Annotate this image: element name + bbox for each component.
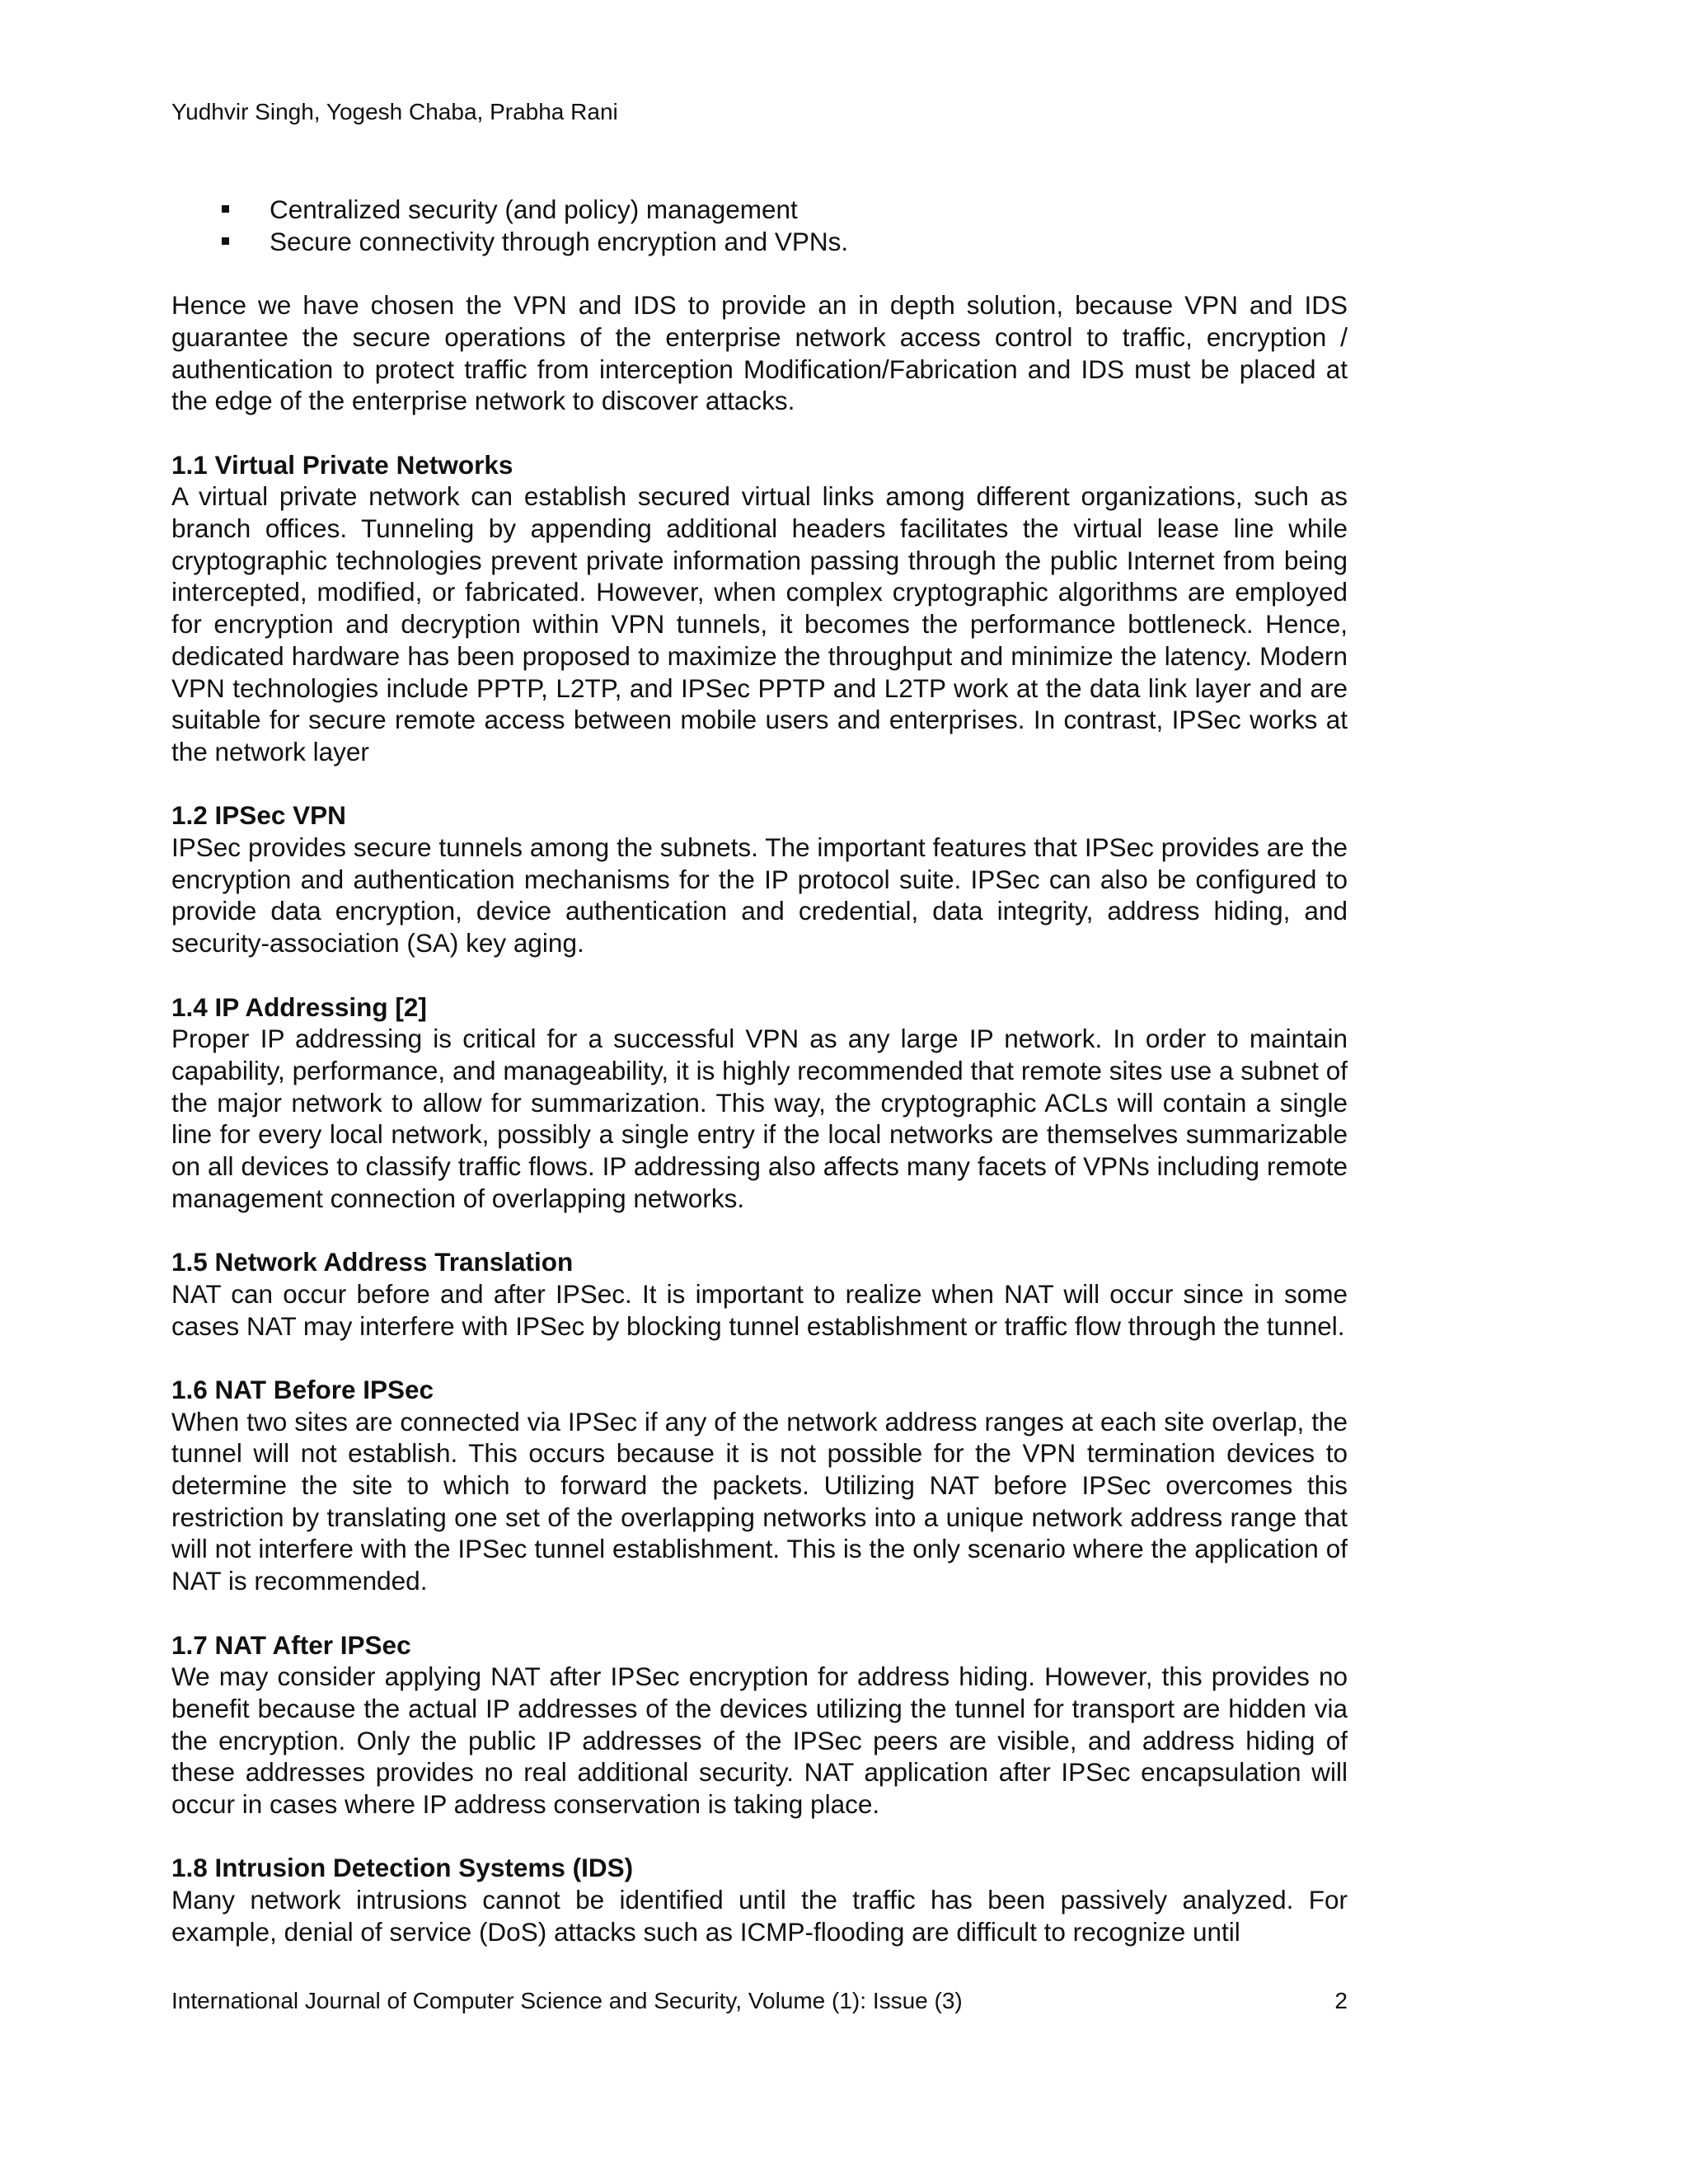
footer-journal-citation: International Journal of Computer Science and Security, Volume (1): Issue (3) bbox=[171, 1988, 963, 2013]
section-heading: 1.6 NAT Before IPSec bbox=[171, 1374, 434, 1404]
bullet-list bbox=[171, 194, 1348, 257]
section-heading: 1.4 IP Addressing [2] bbox=[171, 991, 427, 1022]
bullet-item bbox=[171, 226, 1348, 258]
page-number: 2 bbox=[1334, 1988, 1348, 2013]
section-nat-before-ipsec bbox=[171, 1374, 1348, 1597]
section-heading: 1.2 IPSec VPN bbox=[171, 800, 346, 831]
section-heading: 1.1 Virtual Private Networks bbox=[171, 449, 513, 480]
page-footer bbox=[171, 1986, 1348, 2016]
section-paragraph: IPSec provides secure tunnels among the subnets. The important features that IPSec provides are the encryption and authentication mechanisms for the IP protocol suite. IPSec can also be configured to provide data encryption, device authentication and credential, data integrity, address hiding, and security-association (SA) key aging. bbox=[171, 832, 1348, 958]
page-content bbox=[171, 194, 1348, 1948]
bullet-text: Secure connectivity through encryption and VPNs. bbox=[270, 226, 849, 256]
section-heading: 1.5 Network Address Translation bbox=[171, 1247, 574, 1277]
section-paragraph: Many network intrusions cannot be identified until the traffic has been passively analyzed. For example, denial of service (DoS) attacks such as ICMP-flooding are difficult to recognize until bbox=[171, 1885, 1348, 1947]
section-paragraph: Proper IP addressing is critical for a successful VPN as any large IP network. In order to maintain capability, performance, and manageability, it is highly recommended that remote sites use a subnet of the major network to allow for summarization. This way, the cryptographic ACLs will contain a single line for every local network, possibly a single entry if the local networks are themselves summarizable on all devices to classify traffic flows. IP addressing also affects many facets of VPNs including remote management connection of overlapping networks. bbox=[171, 1024, 1348, 1213]
section-network-address-translation bbox=[171, 1246, 1348, 1342]
section-paragraph: A virtual private network can establish secured virtual links among different organizations, such as branch offices. Tunneling by appending additional headers facilitates the virtual lease line while cryptographic technologies prevent private information passing through the public Internet from being intercepted, modified, or fabricated. However, when complex cryptographic algorithms are employed for encryption and decryption within VPN tunnels, it becomes the performance bottleneck. Hence, dedicated hardware has been proposed to maximize the throughput and minimize the latency. Modern VPN technologies include PPTP, L2TP, and IPSec PPTP and L2TP work at the data link layer and are suitable for secure remote access between mobile users and enterprises. In contrast, IPSec works at the network layer bbox=[171, 481, 1348, 766]
square-bullet-icon bbox=[222, 237, 229, 245]
section-nat-after-ipsec bbox=[171, 1629, 1348, 1821]
section-ipsec-vpn bbox=[171, 799, 1348, 959]
section-ip-addressing bbox=[171, 991, 1348, 1215]
section-heading: 1.8 Intrusion Detection Systems (IDS) bbox=[171, 1853, 634, 1883]
section-paragraph: We may consider applying NAT after IPSec encryption for address hiding. However, this provides no benefit because the actual IP addresses of the devices utilizing the tunnel for transport are hidden via the encryption. Only the public IP addresses of the IPSec peers are visible, and address hiding of these addresses provides no real additional security. NAT application after IPSec encapsulation will occur in cases where IP address conservation is taking place. bbox=[171, 1661, 1348, 1820]
section-heading: 1.7 NAT After IPSec bbox=[171, 1629, 411, 1660]
running-head-authors: Yudhvir Singh, Yogesh Chaba, Prabha Rani bbox=[171, 99, 618, 124]
bullet-text: Centralized security (and policy) management bbox=[270, 194, 798, 224]
section-virtual-private-networks bbox=[171, 449, 1348, 768]
intro-paragraph: Hence we have chosen the VPN and IDS to provide an in depth solution, because VPN and IDS guarantee the secure operations of the enterprise network access control to traffic, encryption / authentication to protect traffic from interception Modification/Fabrication and IDS must be placed at the edge of the enterprise network to discover attacks. bbox=[171, 290, 1348, 416]
bullet-item bbox=[171, 194, 1348, 226]
intro-block bbox=[171, 289, 1348, 417]
section-intrusion-detection-systems bbox=[171, 1852, 1348, 1947]
section-paragraph: When two sites are connected via IPSec if any of the network address ranges at each site overlap, the tunnel will not establish. This occurs because it is not possible for the VPN termination devices to determine the site to which to forward the packets. Utilizing NAT before IPSec overcomes this restriction by translating one set of the overlapping networks into a unique network address range that will not interfere with the IPSec tunnel establishment. This is the only scenario where the application of NAT is recommended. bbox=[171, 1406, 1348, 1596]
square-bullet-icon bbox=[222, 205, 229, 213]
section-paragraph: NAT can occur before and after IPSec. It is important to realize when NAT will occur since in some cases NAT may interfere with IPSec by blocking tunnel establishment or traffic flow through the tunnel. bbox=[171, 1278, 1348, 1341]
